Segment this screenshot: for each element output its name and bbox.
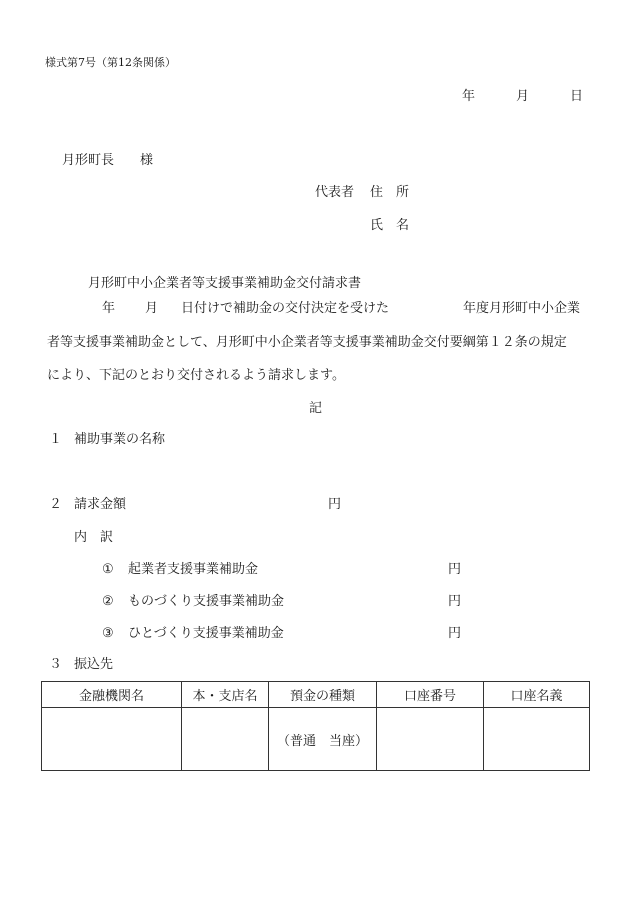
body-fiscal-year: 年度月形町中小企業 (463, 301, 581, 316)
account-type-cell[interactable]: （普通 当座） (269, 708, 377, 771)
breakdown-3-label: ひとづくり支援事業補助金 (128, 626, 284, 641)
bank-table-header-row (42, 682, 590, 708)
body-line-2: 者等支援事業補助金として、月形町中小企業者等支援事業補助金交付要綱第１２条の規定 (47, 335, 567, 350)
breakdown-1-number: ① (102, 562, 114, 577)
addressee-name: 月形町長 (62, 153, 115, 168)
item2-label: 請求金額 (74, 497, 127, 512)
breakdown-2-number: ② (102, 594, 114, 609)
bank-name-cell[interactable] (42, 708, 182, 771)
item1-label: 補助事業の名称 (74, 432, 166, 447)
date-year: 年 (462, 89, 476, 104)
item3-label: 振込先 (74, 657, 114, 672)
item2-number: ２ (49, 497, 63, 512)
applicant-address-label: 住 所 (370, 185, 410, 200)
breakdown-3-yen: 円 (448, 626, 462, 641)
bank-account-table (41, 681, 590, 771)
applicant-role: 代表者 (315, 185, 355, 200)
breakdown-1-yen: 円 (448, 562, 462, 577)
date-day: 日 (570, 89, 584, 104)
item3-number: ３ (49, 657, 63, 672)
header-account-holder: 口座名義 (484, 682, 590, 708)
header-bank-name: 金融機関名 (42, 682, 182, 708)
header-account-type: 預金の種類 (269, 682, 377, 708)
body-year: 年 (102, 301, 116, 316)
bank-table-row (42, 708, 590, 771)
item1-number: １ (49, 432, 63, 447)
account-number-cell[interactable] (377, 708, 484, 771)
date-month: 月 (516, 89, 530, 104)
ki-heading: 記 (309, 401, 323, 416)
breakdown-3-number: ③ (102, 626, 114, 641)
applicant-name-label: 氏 名 (370, 218, 410, 233)
account-holder-cell[interactable] (484, 708, 590, 771)
body-month: 月 (145, 301, 159, 316)
body-line-3: により、下記のとおり交付されるよう請求します。 (47, 368, 345, 383)
breakdown-label: 内 訳 (74, 530, 114, 545)
header-branch-name: 本・支店名 (182, 682, 269, 708)
addressee-honorific: 様 (140, 153, 154, 168)
body-date-clause: 日付けで補助金の交付決定を受けた (181, 301, 390, 316)
breakdown-1-label: 起業者支援事業補助金 (128, 562, 259, 577)
header-account-number: 口座番号 (377, 682, 484, 708)
branch-name-cell[interactable] (182, 708, 269, 771)
document-title: 月形町中小企業者等支援事業補助金交付請求書 (88, 276, 362, 291)
breakdown-2-label: ものづくり支援事業補助金 (128, 594, 285, 609)
item2-yen: 円 (328, 497, 342, 512)
breakdown-2-yen: 円 (448, 594, 462, 609)
form-number: 様式第7号（第12条関係） (45, 56, 176, 69)
